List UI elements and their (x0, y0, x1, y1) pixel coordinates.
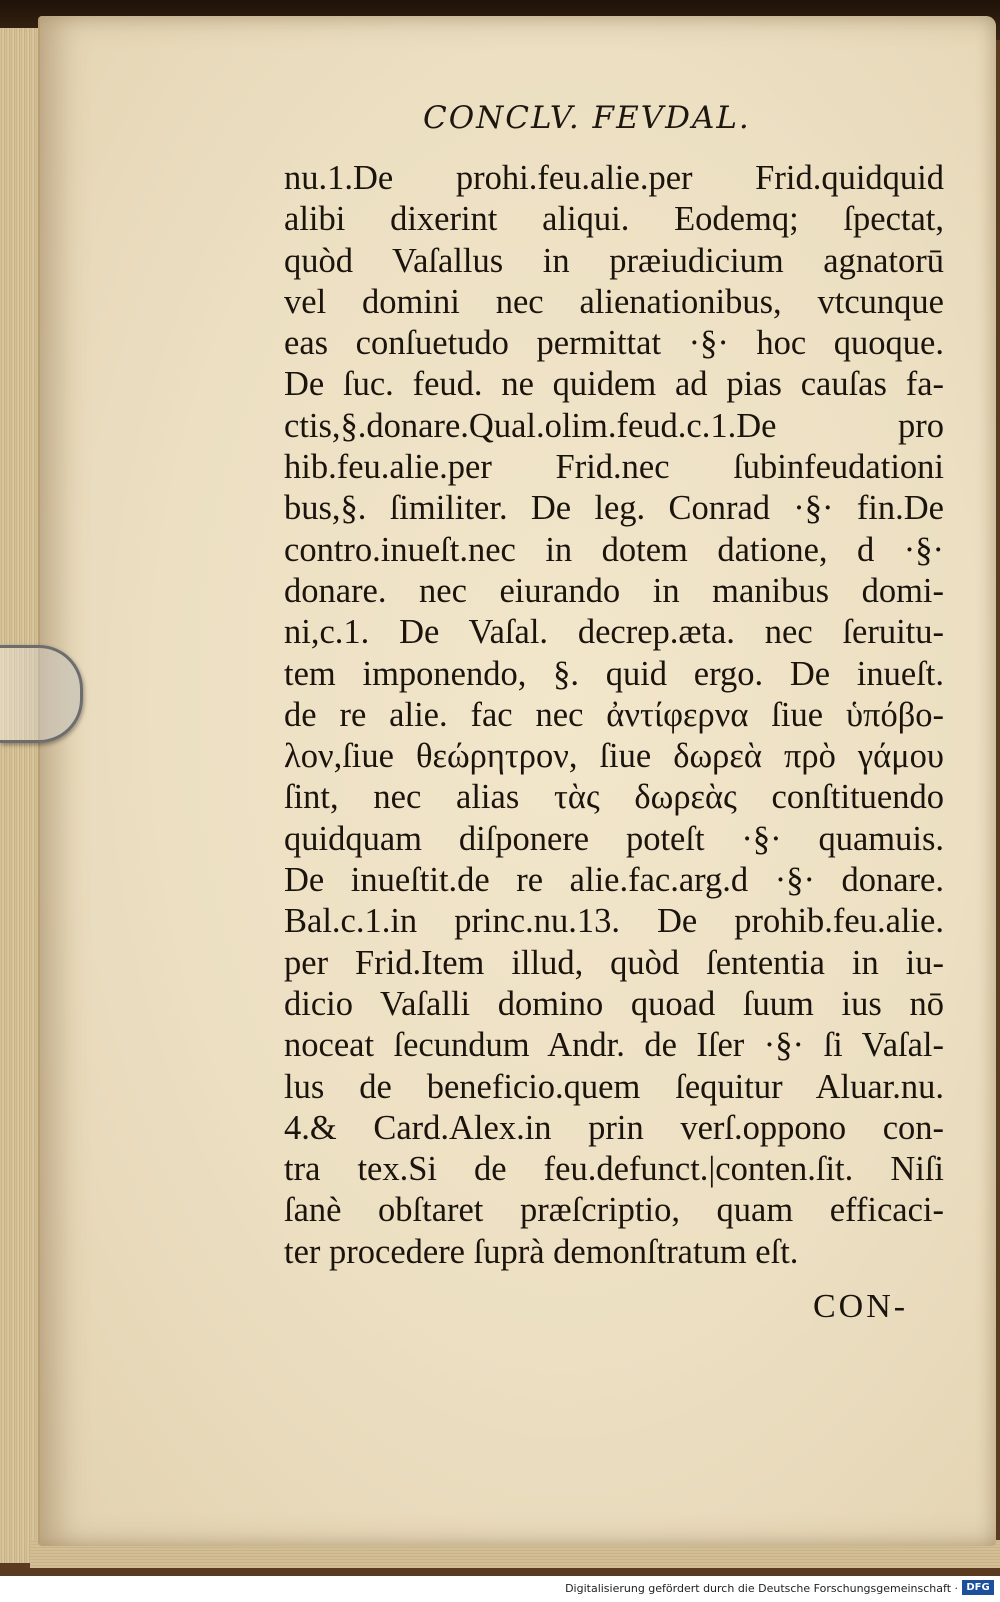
text-line: lus de beneficio.quem ſequitur Aluar.nu. (284, 1067, 944, 1106)
text-line: vel domini nec alienationibus, vtcunque (284, 282, 944, 321)
ink-mark (345, 1338, 365, 1350)
text-line: eas conſuetudo permittat ·§· hoc quoque. (284, 324, 944, 363)
text-line: donare. nec eiurando in manibus domi- (284, 571, 944, 610)
text-line: alibi dixerint aliqui. Eodemq; ſpectat, (284, 200, 944, 239)
text-line: per Frid.Item illud, quòd ſententia in iu- (284, 943, 944, 982)
text-line: tem imponendo, §. quid ergo. De inueſt. (284, 654, 944, 693)
text-line: ter procedere ſuprà demonſtratum eſt. (284, 1232, 799, 1271)
body-text (284, 158, 944, 1273)
text-line: ſanè obſtaret præſcriptio, quam efficaci- (284, 1191, 944, 1230)
catchword: CON- (813, 1288, 909, 1325)
text-line: hib.feu.alie.per Frid.nec ſubinfeudationi (284, 448, 944, 487)
text-line: λον,ſiue θεώρητρον, ſiue δωρεὰ πρὸ γάμου (284, 737, 944, 776)
text-line: de re alie. fac nec ἀντίφερνα ſiue ὑπόβο- (284, 695, 944, 734)
text-line: 4.& Card.Alex.in prin verſ.oppono con- (284, 1108, 944, 1147)
text-line: bus,§. ſimiliter. De leg. Conrad ·§· fin.De (284, 489, 944, 528)
digitization-credit: Digitalisierung gefördert durch die Deutsche Forschungsgemeinschaft · (565, 1582, 958, 1595)
text-line: De inueſtit.de re alie.fac.arg.d ·§· donare. (284, 861, 944, 900)
text-line: ni,c.1. De Vaſal. decrep.æta. nec ſeruitu- (284, 613, 944, 652)
text-line: tra tex.Si de feu.defunct.|conten.ſit. Niſi (284, 1150, 944, 1189)
text-line: Bal.c.1.in princ.nu.13. De prohib.feu.alie. (284, 902, 944, 941)
text-line: noceat ſecundum Andr. de Iſer ·§· ſi Vaſal- (284, 1026, 944, 1065)
running-title: CONCLV. FEVDAL. (423, 100, 751, 136)
text-line: nu.1.De prohi.feu.alie.per Frid.quidquid (284, 159, 944, 197)
text-line: contro.inueſt.nec in dotem datione, d ·§· (284, 530, 944, 569)
text-line: quidquam diſponere poteſt ·§· quamuis. (284, 819, 944, 858)
text-line: quòd Vaſallus in præiudicium agnatorū (284, 241, 944, 280)
text-line: De ſuc. feud. ne quidem ad pias cauſas fa- (284, 365, 944, 404)
text-line: ſint, nec alias τὰς δωρεὰς conſtituendo (284, 778, 944, 817)
page-clip (0, 645, 83, 743)
dfg-logo: DFG (962, 1580, 994, 1595)
text-line: dicio Vaſalli domino quoad ſuum ius nō (284, 984, 944, 1023)
text-line: ctis,§.donare.Qual.olim.feud.c.1.De pro (284, 406, 944, 445)
show-through-text (270, 1286, 277, 1316)
